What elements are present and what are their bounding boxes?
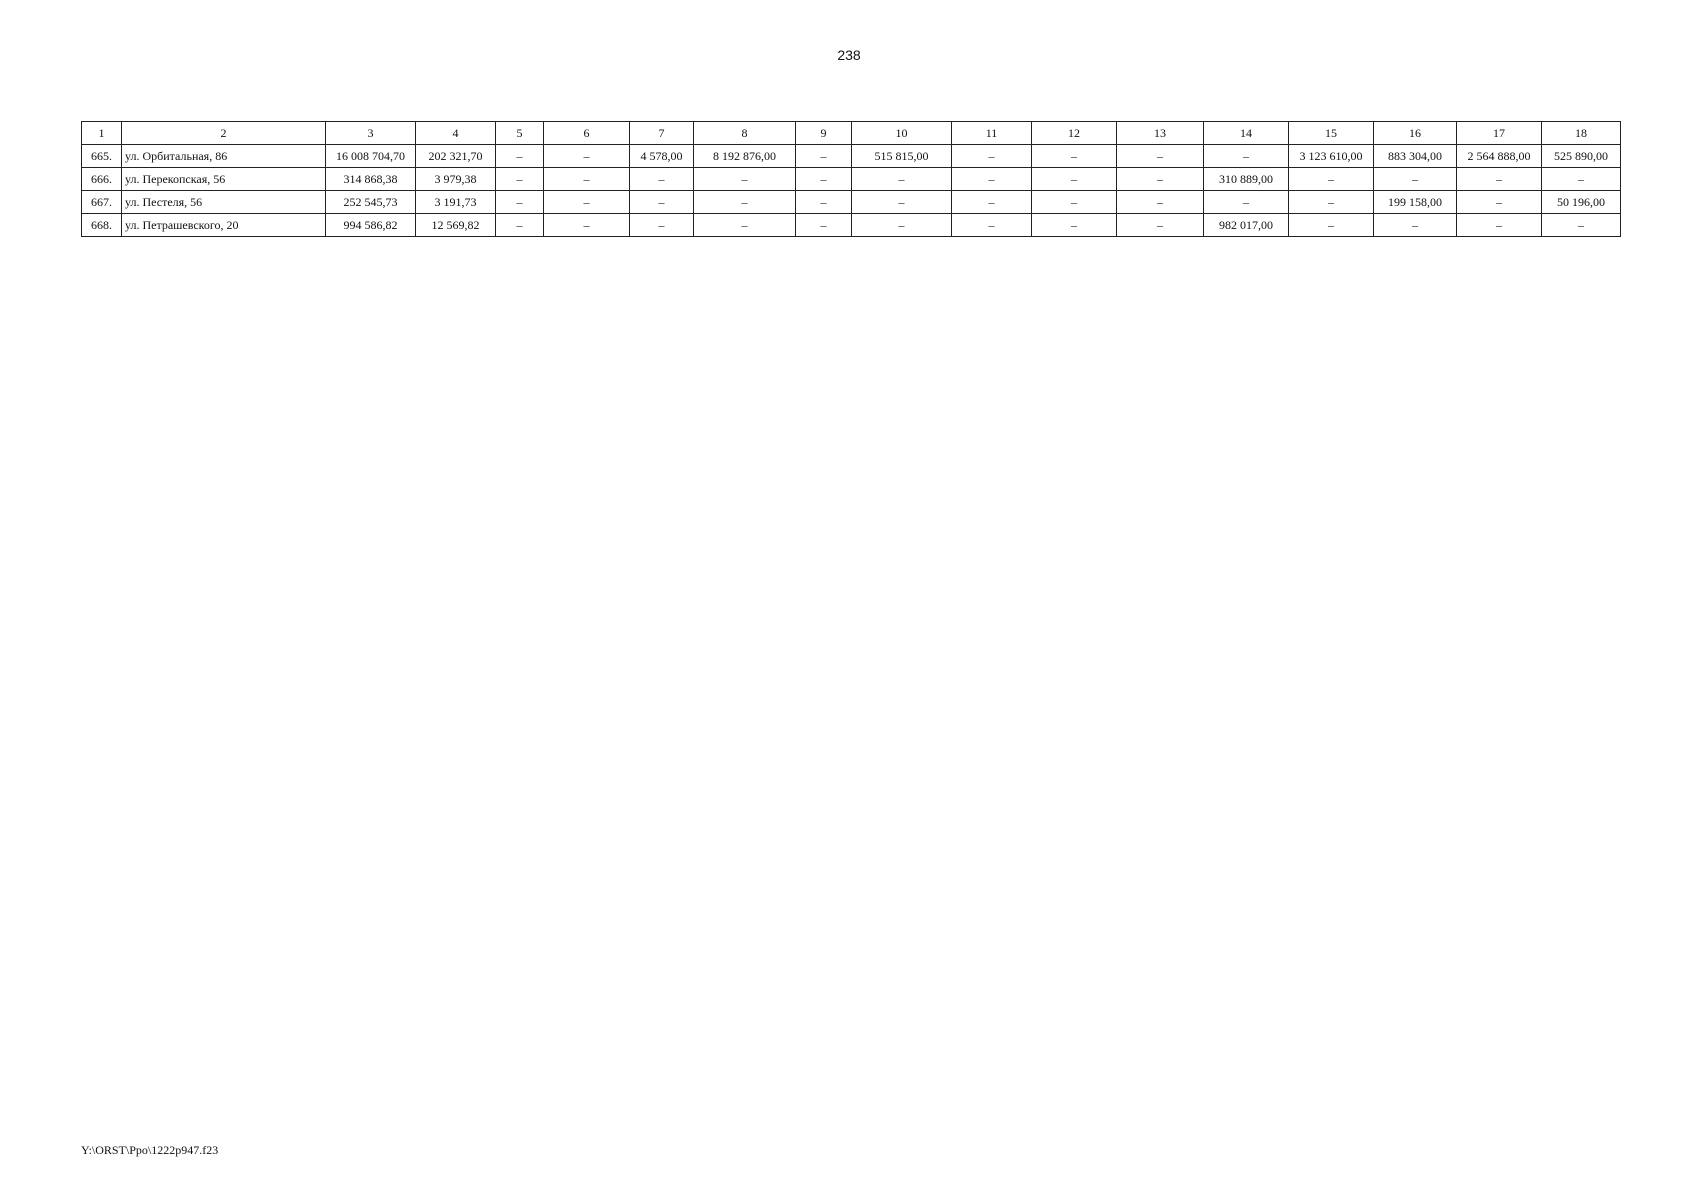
table-row bbox=[82, 191, 1621, 214]
value-cell: – bbox=[1117, 145, 1204, 168]
value-cell: – bbox=[694, 168, 796, 191]
value-cell: – bbox=[1032, 145, 1117, 168]
value-cell: – bbox=[496, 214, 544, 237]
column-header: 18 bbox=[1542, 122, 1621, 145]
value-cell: 883 304,00 bbox=[1374, 145, 1457, 168]
value-cell: – bbox=[1289, 191, 1374, 214]
value-cell: 994 586,82 bbox=[326, 214, 416, 237]
data-table bbox=[81, 121, 1621, 237]
value-cell: – bbox=[544, 191, 630, 214]
value-cell: – bbox=[496, 168, 544, 191]
value-cell: – bbox=[544, 214, 630, 237]
address-cell: ул. Пестеля, 56 bbox=[122, 191, 326, 214]
row-number-cell: 668. bbox=[82, 214, 122, 237]
row-number-cell: 667. bbox=[82, 191, 122, 214]
value-cell: – bbox=[496, 191, 544, 214]
row-number-cell: 666. bbox=[82, 168, 122, 191]
column-header: 9 bbox=[796, 122, 852, 145]
address-cell: ул. Перекопская, 56 bbox=[122, 168, 326, 191]
value-cell: – bbox=[1457, 168, 1542, 191]
value-cell: – bbox=[630, 214, 694, 237]
value-cell: – bbox=[496, 145, 544, 168]
value-cell: – bbox=[1289, 168, 1374, 191]
column-header: 17 bbox=[1457, 122, 1542, 145]
column-header: 15 bbox=[1289, 122, 1374, 145]
value-cell: 515 815,00 bbox=[852, 145, 952, 168]
column-header: 10 bbox=[852, 122, 952, 145]
value-cell: – bbox=[1117, 191, 1204, 214]
table-row bbox=[82, 168, 1621, 191]
header-row bbox=[82, 122, 1621, 145]
column-header: 6 bbox=[544, 122, 630, 145]
column-header: 12 bbox=[1032, 122, 1117, 145]
value-cell: – bbox=[796, 168, 852, 191]
value-cell: 3 123 610,00 bbox=[1289, 145, 1374, 168]
value-cell: – bbox=[1032, 191, 1117, 214]
value-cell: – bbox=[1289, 214, 1374, 237]
value-cell: 982 017,00 bbox=[1204, 214, 1289, 237]
value-cell: – bbox=[952, 191, 1032, 214]
column-header: 1 bbox=[82, 122, 122, 145]
column-header: 3 bbox=[326, 122, 416, 145]
value-cell: – bbox=[952, 145, 1032, 168]
column-header: 5 bbox=[496, 122, 544, 145]
value-cell: – bbox=[852, 168, 952, 191]
value-cell: – bbox=[852, 214, 952, 237]
value-cell: – bbox=[1457, 214, 1542, 237]
column-header: 16 bbox=[1374, 122, 1457, 145]
table-row bbox=[82, 145, 1621, 168]
table-body bbox=[82, 145, 1621, 237]
table-row bbox=[82, 214, 1621, 237]
value-cell: 202 321,70 bbox=[416, 145, 496, 168]
value-cell: – bbox=[694, 214, 796, 237]
address-cell: ул. Орбитальная, 86 bbox=[122, 145, 326, 168]
page-number: 238 bbox=[837, 47, 861, 63]
value-cell: – bbox=[1032, 214, 1117, 237]
value-cell: – bbox=[952, 168, 1032, 191]
column-header: 2 bbox=[122, 122, 326, 145]
row-number-cell: 665. bbox=[82, 145, 122, 168]
file-path-footer: Y:\ORST\Ppo\1222p947.f23 bbox=[81, 1143, 219, 1157]
value-cell: – bbox=[630, 168, 694, 191]
column-header: 8 bbox=[694, 122, 796, 145]
value-cell: 2 564 888,00 bbox=[1457, 145, 1542, 168]
value-cell: – bbox=[1374, 168, 1457, 191]
value-cell: – bbox=[1204, 191, 1289, 214]
value-cell: – bbox=[630, 191, 694, 214]
address-cell: ул. Петрашевского, 20 bbox=[122, 214, 326, 237]
value-cell: 50 196,00 bbox=[1542, 191, 1621, 214]
value-cell: – bbox=[1032, 168, 1117, 191]
value-cell: 310 889,00 bbox=[1204, 168, 1289, 191]
value-cell: – bbox=[796, 145, 852, 168]
value-cell: – bbox=[1117, 168, 1204, 191]
value-cell: – bbox=[1204, 145, 1289, 168]
value-cell: 252 545,73 bbox=[326, 191, 416, 214]
value-cell: – bbox=[1457, 191, 1542, 214]
value-cell: – bbox=[796, 214, 852, 237]
value-cell: 314 868,38 bbox=[326, 168, 416, 191]
value-cell: 525 890,00 bbox=[1542, 145, 1621, 168]
column-header: 4 bbox=[416, 122, 496, 145]
value-cell: 3 979,38 bbox=[416, 168, 496, 191]
value-cell: – bbox=[694, 191, 796, 214]
value-cell: 16 008 704,70 bbox=[326, 145, 416, 168]
value-cell: – bbox=[852, 191, 952, 214]
value-cell: – bbox=[1117, 214, 1204, 237]
value-cell: 12 569,82 bbox=[416, 214, 496, 237]
value-cell: – bbox=[544, 168, 630, 191]
value-cell: – bbox=[1374, 214, 1457, 237]
value-cell: 199 158,00 bbox=[1374, 191, 1457, 214]
value-cell: – bbox=[1542, 214, 1621, 237]
value-cell: – bbox=[952, 214, 1032, 237]
column-header: 7 bbox=[630, 122, 694, 145]
column-header: 11 bbox=[952, 122, 1032, 145]
value-cell: 8 192 876,00 bbox=[694, 145, 796, 168]
value-cell: – bbox=[544, 145, 630, 168]
column-header: 14 bbox=[1204, 122, 1289, 145]
value-cell: – bbox=[1542, 168, 1621, 191]
value-cell: 4 578,00 bbox=[630, 145, 694, 168]
value-cell: 3 191,73 bbox=[416, 191, 496, 214]
column-header: 13 bbox=[1117, 122, 1204, 145]
value-cell: – bbox=[796, 191, 852, 214]
